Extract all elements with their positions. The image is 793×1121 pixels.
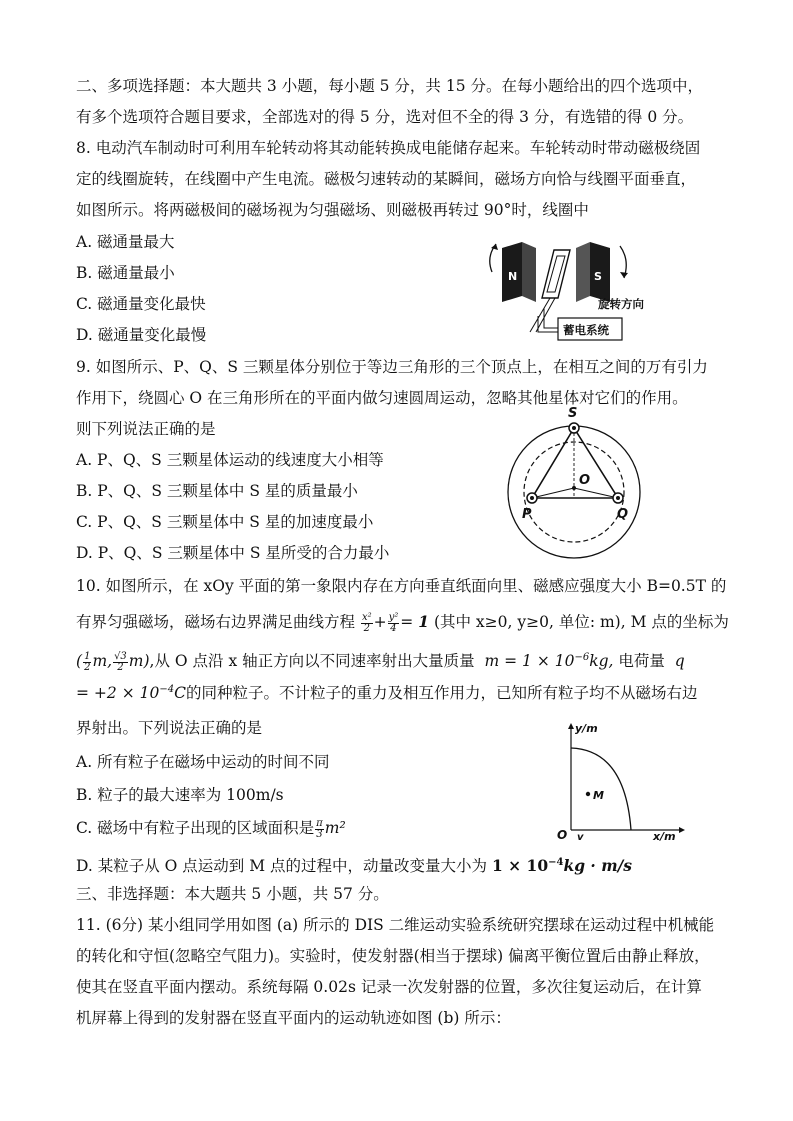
- q9-stem-line2: 作用下，绕圆心 O 在三角形所在的平面内做匀速圆周运动，忽略其他星体对它们的作用。: [76, 389, 688, 407]
- x-axis-arrow: [679, 827, 685, 833]
- pole-n-label: N: [508, 270, 518, 283]
- point-m: [586, 792, 590, 796]
- q11-stem-line1: 11. (6分) 某小组同学用如图 (a) 所示的 DIS 二维运动实验系统研究摆球在运动过程中机械能: [76, 916, 715, 934]
- q10-option-d-text: D. 某粒子从 O 点运动到 M 点的过程中，动量改变量大小为: [76, 857, 488, 876]
- coil-outer: [542, 250, 570, 298]
- magnet-s-side: [576, 242, 590, 302]
- arrow-head-right: [620, 272, 628, 278]
- q10-option-c-text: C. 磁场中有粒子出现的区域面积是: [76, 819, 315, 837]
- q9-option-a: A. P、Q、S 三颗星体运动的线速度大小相等: [76, 451, 384, 469]
- q8-generator-figure: [478, 232, 658, 344]
- q10-line3-text-b: 电荷量: [618, 652, 665, 671]
- rotation-direction-label: 旋转方向: [598, 297, 644, 311]
- q10-line3-text-a: ,从 O 点沿 x 轴正方向以不同速率射出大量质量: [149, 652, 475, 671]
- q9-stem-line3: 则下列说法正确的是: [76, 420, 216, 438]
- q8-option-b: B. 磁通量最小: [76, 264, 175, 282]
- q9-stars-figure: [505, 402, 645, 572]
- q8-option-c: C. 磁通量变化最快: [76, 295, 206, 313]
- q8-stem-line3: 如图所示。将两磁极间的磁场视为匀强磁场、则磁极再转过 90°时，线圈中: [76, 201, 589, 219]
- q9-option-b: B. P、Q、S 三颗星体中 S 星的质量最小: [76, 482, 358, 500]
- q10-stem-line1: 10. 如图所示，在 xOy 平面的第一象限内存在方向垂直纸面向里、磁感应强度大小 B=0.5T 的: [76, 577, 727, 595]
- label-o: O: [579, 473, 591, 488]
- origin-label: O: [557, 828, 568, 842]
- storage-system-label: 蓄电系统: [563, 323, 609, 337]
- q10-stem-line2: [76, 612, 729, 634]
- q8-option-a: A. 磁通量最大: [76, 233, 175, 251]
- q10-option-b: B. 粒子的最大速率为 100m/s: [76, 786, 284, 804]
- area-expr: $\frac{\pi}{3}$ m²: [316, 817, 346, 840]
- particle-mass-expr: $m = 1 \times 10^{-6}kg$,: [479, 652, 614, 671]
- o-to-p-line: [532, 488, 574, 498]
- coil-wire-2: [536, 298, 555, 332]
- q11-stem-line3: 使其在竖直平面内摆动。系统每隔 0.02s 记录一次发射器的位置，多次往复运动后，在计算: [76, 978, 702, 996]
- q11-stem-line4: 机屏幕上得到的发射器在竖直平面内的运动轨迹如图 (b) 所示：: [76, 1009, 511, 1027]
- section2-header-line1: 二、多项选择题：本大题共 3 小题，每小题 5 分，共 15 分。在每小题给出的四个选项中，: [76, 77, 704, 95]
- q11-stem-line2: 的转化和守恒(忽略空气阻力)。实验时，使发射器(相当于摆球) 偏离平衡位置后由静止释放，: [76, 947, 710, 965]
- star-s: [569, 423, 579, 433]
- y-axis-label: y/m: [575, 722, 598, 735]
- q8-option-d: D. 磁通量变化最慢: [76, 326, 207, 344]
- particle-charge-expr: = $+2 \times 10^{-4}C$: [76, 684, 186, 703]
- q9-option-c: C. P、Q、S 三颗星体中 S 星的加速度最小: [76, 513, 374, 531]
- pole-s-label: S: [594, 270, 602, 283]
- wire-to-box-1: [544, 308, 558, 328]
- magnet-n-side: [522, 242, 536, 302]
- q10-option-d: [76, 853, 632, 876]
- x-axis-label: x/m: [653, 830, 676, 842]
- label-q: Q: [617, 507, 629, 522]
- momentum-expr: $1 \times 10^{-4}kg \cdot m/s$: [491, 856, 633, 876]
- q10-stem-line3: ( $\frac{1}{2}$ m, $\frac{√3}{2}$ m),从 O 点沿 x 轴正方向以不同速率射出大量质量 $m = 1 \times 10^{-6}kg$, 电荷量 q: [76, 650, 685, 673]
- label-p: P: [522, 507, 532, 522]
- coil-wire-1: [530, 298, 550, 332]
- boundary-equation: $\frac{\text{x²}}{2}$ + $\frac{\text{y²}}{4}$ = 1: [361, 611, 429, 634]
- q10-stem-line4: [76, 680, 697, 703]
- velocity-label: v: [577, 832, 584, 842]
- q10-option-c: [76, 818, 346, 840]
- q10-option-a: A. 所有粒子在磁场中运动的时间不同: [76, 753, 330, 771]
- q9-stem-line1: 9. 如图所示、P、Q、S 三颗星体分别位于等边三角形的三个顶点上，在相互之间的万有引力: [76, 358, 708, 376]
- section2-header-line2: 有多个选项符合题目要求，全部选对的得 5 分，选对但不全的得 3 分，有选错的得 0 分。: [76, 108, 694, 126]
- q8-stem-line2: 定的线圈旋转，在线圈中产生电流。磁极匀速转动的某瞬间，磁场方向恰与线圈平面垂直，: [76, 170, 697, 188]
- label-m: M: [593, 789, 604, 802]
- m-point-coordinate: ( $\frac{1}{2}$ m, $\frac{√3}{2}$ m): [76, 650, 150, 673]
- q9-option-d: D. P、Q、S 三颗星体中 S 星所受的合力最小: [76, 544, 390, 562]
- star-p: [527, 493, 537, 503]
- q10-field-figure: [555, 720, 690, 842]
- inner-orbit: [524, 442, 624, 542]
- q10-stem-line5: 界射出。下列说法正确的是: [76, 719, 263, 737]
- q8-stem-line1: 8. 电动汽车制动时可利用车轮转动将其动能转换成电能储存起来。车轮转动时带动磁极绕固: [76, 139, 701, 157]
- q10-line2-text-a: 有界匀强磁场，磁场右边界满足曲线方程: [76, 613, 356, 631]
- q10-line2-text-b: (其中 x≥0, y≥0, 单位: m), M 点的坐标为: [433, 613, 729, 631]
- y-axis-arrow: [568, 723, 574, 729]
- star-q: [613, 493, 623, 503]
- center-point-o: [572, 486, 576, 490]
- o-to-q-line: [574, 488, 618, 498]
- label-s: S: [568, 406, 578, 421]
- q10-line4-text: 的同种粒子。不计粒子的重力及相互作用力，已知所有粒子均不从磁场右边: [185, 684, 698, 703]
- section3-header: 三、非选择题：本大题共 5 小题，共 57 分。: [76, 885, 389, 903]
